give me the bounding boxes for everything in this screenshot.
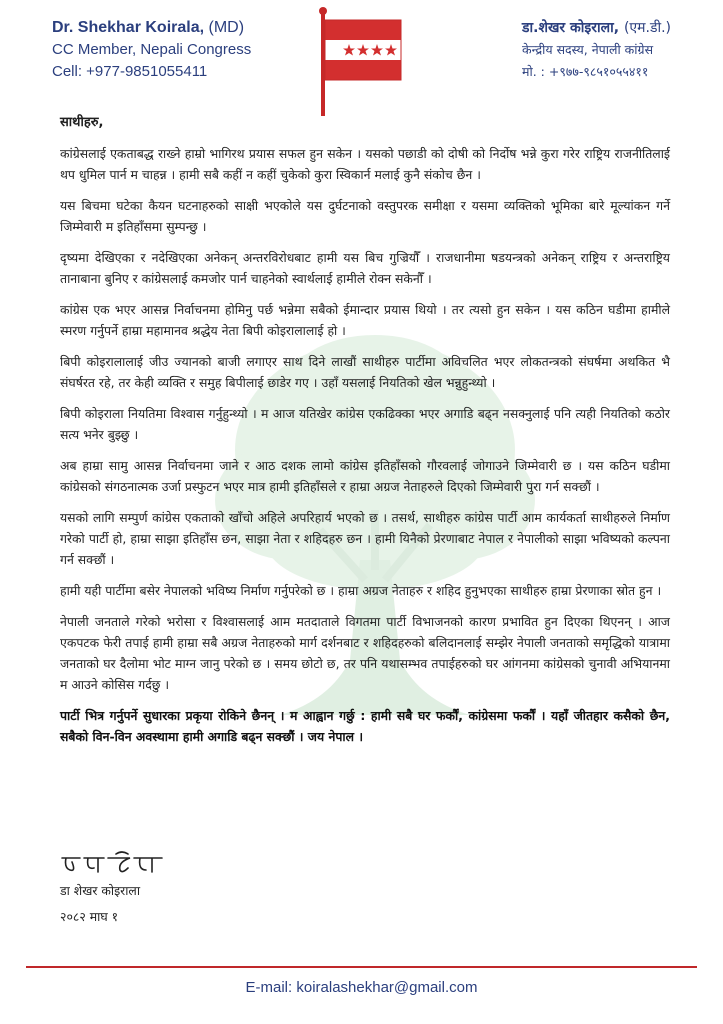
handwritten-signature <box>58 848 168 878</box>
flag-pole <box>321 12 325 116</box>
paragraph: नेपाली जनताले गरेको भरोसा र विश्वासलाई आम मतदाताले विगतमा पार्टी विभाजनको कारण प्रभावित हुन दिएका थिएनन् । आज एकपटक फेरी तपाई हामी हाम्रा सबै अग्रज नेताहरुको मार्ग दर्शनबाट र शहिदहरुको बलिदानलाई सम्झेर नेपाली जनताको समृद्धिको यात्रामा जनताको घर दैलोमा भोट माग्न जानु परेको छ । समय छोटो छ, तर पनि यथासम्भव तपाईहरुको घर आंगनमा कांग्रेसको चुनावी अभियानमा म आउने कोसिस गर्दछु । <box>60 614 670 692</box>
greeting: साथीहरु, <box>60 115 104 130</box>
sender-phone-np: मो. : +९७७-९८५१०५५४११ <box>522 64 649 79</box>
sender-position-en: CC Member, Nepali Congress <box>52 41 252 58</box>
flag-pole-top <box>319 7 327 15</box>
paragraph: कांग्रेस एक भएर आसन्न निर्वाचनमा होमिनु पर्छ भन्नेमा सबैको ईमान्दार प्रयास थियो । तर त्यसो हुन सकेन । यस कठिन घडीमा हामीले स्मरण गर्नुपर्ने हाम्रा महामानव श्रद्धेय नेता बिपी कोइरालालाई हो । <box>60 302 670 338</box>
paragraph: यसको लागि सम्पुर्ण कांग्रेस एकताको खाँचो अहिले अपरिहार्य भएको छ । तसर्थ, साथीहरु कांग्रेस पार्टी आम कार्यकर्ता साथीहरुले निर्माण गरेको पार्टी हो, हाम्रा साझा इतिहाँस छन, साझा नेता र शहिदहरु छन । हामी यिनैको प्रेरणाबाट नेपाल र नेपालीको साझा भविष्यको कल्पना गर्न सक्छौं । <box>60 510 670 567</box>
paragraph: हामी यही पार्टीमा बसेर नेपालको भविष्य निर्माण गर्नुपरेको छ । हाम्रा अग्रज नेताहरु र शहिद हुनुभएका साथीहरु हाम्रा प्रेरणाका स्रोत हुन । <box>60 583 662 598</box>
letter-body <box>60 112 670 757</box>
footer-divider <box>26 966 697 968</box>
sender-name-en: Dr. Shekhar Koirala, (MD) <box>52 19 245 36</box>
paragraph: यस बिचमा घटेका कैयन घटनाहरुको साक्षी भएकोले यस दुर्घटनाको वस्तुपरक समीक्षा र यसमा व्यक्तिको भूमिका बारे मूल्यांकन गर्ने जिम्मेवारी म इतिहाँसमा सुम्पन्छु । <box>60 198 670 234</box>
letter-date: २०८२ माघ १ <box>60 909 119 924</box>
paragraph: बिपी कोइरालालाई जीउ ज्यानको बाजी लगाएर साथ दिने लाखौं साथीहरु पार्टीमा अविचलित भएर लोकतन्त्रको संघर्षमा अथकित भै संघर्षरत रहे, तर केही व्यक्ति र समुह बिपीलाई छाडेर गए । उहाँ यसलाई नियतिको खेल भन्नुहुन्थ्यो । <box>60 354 670 390</box>
letterhead-english <box>52 17 251 83</box>
flag-stripe-top <box>325 20 401 40</box>
signer-name: डा शेखर कोइराला <box>60 883 141 898</box>
paragraph: कांग्रेसलाई एकताबद्ध राख्ने हाम्रो भागिरथ प्रयास सफल हुन सकेन । यसको पछाडी को दोषी को निर्दोष भन्ने कुरा गरेर राष्ट्रिय राजनीतिलाई थप धुमिल पार्न म चाहन्न । हामी सबै कहीं न कहीं चुकेको कुरा स्विकार्न मलाई कुनै संकोच छैन । <box>60 146 670 182</box>
sender-degree-en: (MD) <box>208 19 245 36</box>
sender-degree-np: (एम.डी.) <box>623 20 671 36</box>
flag-stripe-bottom <box>325 60 401 80</box>
footer-email[interactable]: E-mail: koiralashekhar@gmail.com <box>245 979 478 996</box>
paragraph: अब हाम्रा सामु आसन्न निर्वाचनमा जाने र आठ दशक लामो कांग्रेस इतिहाँसको गौरवलाई जोगाउने जिम्मेवारी छ । यस कठिन घडीमा कांग्रेसको संगठनात्मक उर्जा प्रस्फुटन भएर मात्र हामी इतिहाँसले र हाम्रा अग्रज नेताहरुले दिएको जिम्मेवारी पुरा गर्न सक्छौं । <box>60 458 670 494</box>
letterhead-nepali <box>522 17 671 83</box>
paragraph: दृष्यमा देखिएका र नदेखिएका अनेकन् अन्तरविरोधबाट हामी यस बिच गुज्रियौँ । राजधानीमा षडयन्त्रको अनेकन् राष्ट्रिय र अन्तराष्ट्रिय तानाबाना बुनिए र कांग्रेसलाई कमजोर पार्न चाहनेको स्वार्थलाई हामीले रोक्न सकेनौँ । <box>60 250 670 286</box>
sender-position-np: केन्द्रीय सदस्य, नेपाली कांग्रेस <box>522 42 654 57</box>
closing-appeal: पार्टी भित्र गर्नुपर्ने सुधारका प्रकृया रोकिने छैनन् । म आह्वान गर्छु : हामी सबै घर फर्कौं, कांग्रेसमा फर्कौं । यहाँ जीतहार कसैको छैन, सबैको विन-विन अवस्थामा हामी अगाडि बढ्न सक्छौं । जय नेपाल । <box>60 708 670 744</box>
sender-name-np: डा.शेखर कोइराला, (एम.डी.) <box>522 20 671 36</box>
sender-phone-en: Cell: +977-9851055411 <box>52 63 208 80</box>
party-flag-logo <box>315 6 407 118</box>
paragraph: बिपी कोइराला नियतिमा विश्वास गर्नुहुन्थ्यो । म आज यतिखेर कांग्रेस एकढिक्का भएर अगाडि बढ्न नसक्नुलाई पनि त्यही नियतिको कठोर सत्य भनेर बुझ्छु । <box>60 406 670 442</box>
